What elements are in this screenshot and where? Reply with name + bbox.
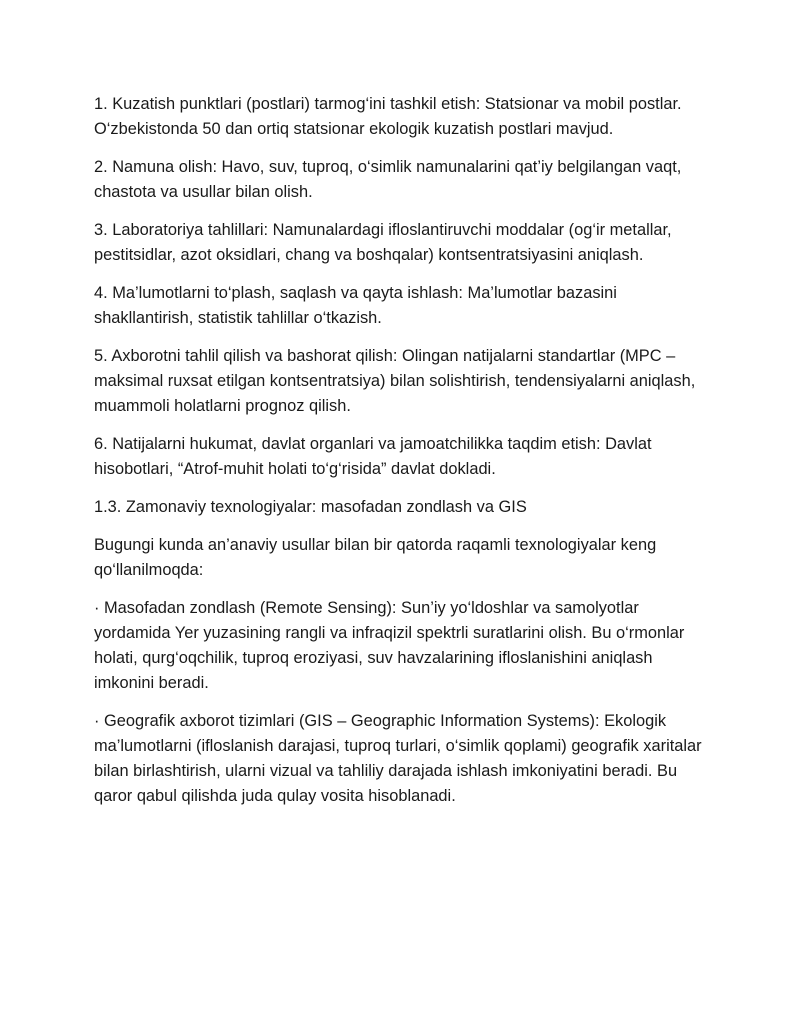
list-item-sampling: 2. Namuna olish: Havo, suv, tuproq, o‘simlik namunalarini qat’iy belgilangan vaqt, chastota va usullar bilan olish.	[94, 158, 682, 201]
list-item-lab-analysis: 3. Laboratoriya tahlillari: Namunalardagi ifloslantiruvchi moddalar (og‘ir metallar, pestitsidlar, azot oksidlari, chang va boshqalar) kontsentratsiyasini aniqlash.	[94, 221, 672, 264]
list-item-reporting: 6. Natijalarni hukumat, davlat organlari va jamoatchilikka taqdim etish: Davlat hisobotlari, “Atrof-muhit holati to‘g‘risida” davlat dokladi.	[94, 435, 652, 478]
bullet-remote-sensing: · Masofadan zondlash (Remote Sensing): Sun’iy yo‘ldoshlar va samolyotlar yordamida Yer yuzasining rangli va infraqizil spektrli suratlarini olish. Bu o‘rmonlar holati, qurg‘oqchilik, tuproq eroziyasi, suv havzalarining ifloslanishini aniqlash imkonini beradi.	[94, 599, 685, 692]
section-heading: 1.3. Zamonaviy texnologiyalar: masofadan zondlash va GIS	[94, 498, 527, 516]
list-item-data-processing: 4. Ma’lumotlarni to‘plash, saqlash va qayta ishlash: Ma’lumotlar bazasini shakllantirish, statistik tahlillar o‘tkazish.	[94, 284, 617, 327]
list-item-forecasting: 5. Axborotni tahlil qilish va bashorat qilish: Olingan natijalarni standartlar (MPC – maksimal ruxsat etilgan kontsentratsiya) bilan solishtirish, tendensiyalarni aniqlash, muammoli holatlarni prognoz qilish.	[94, 347, 696, 415]
bullet-gis: · Geografik axborot tizimlari (GIS – Geographic Information Systems): Ekologik ma’lumotlarni (ifloslanish darajasi, tuproq turlari, o‘simlik qoplami) geografik xaritalar bilan birlashtirish, ularni vizual va tahliliy darajada ishlash imkoniyatini beradi. Bu qaror qabul qilishda juda qulay vosita hisoblanadi.	[94, 712, 702, 805]
intro-paragraph: Bugungi kunda an’anaviy usullar bilan bir qatorda raqamli texnologiyalar keng qo‘llanilmoqda:	[94, 536, 657, 579]
document-page	[94, 92, 708, 822]
list-item-monitoring-posts: 1. Kuzatish punktlari (postlari) tarmog‘ini tashkil etish: Statsionar va mobil postlar. O‘zbekistonda 50 dan ortiq statsionar ekologik kuzatish postlari mavjud.	[94, 95, 682, 138]
